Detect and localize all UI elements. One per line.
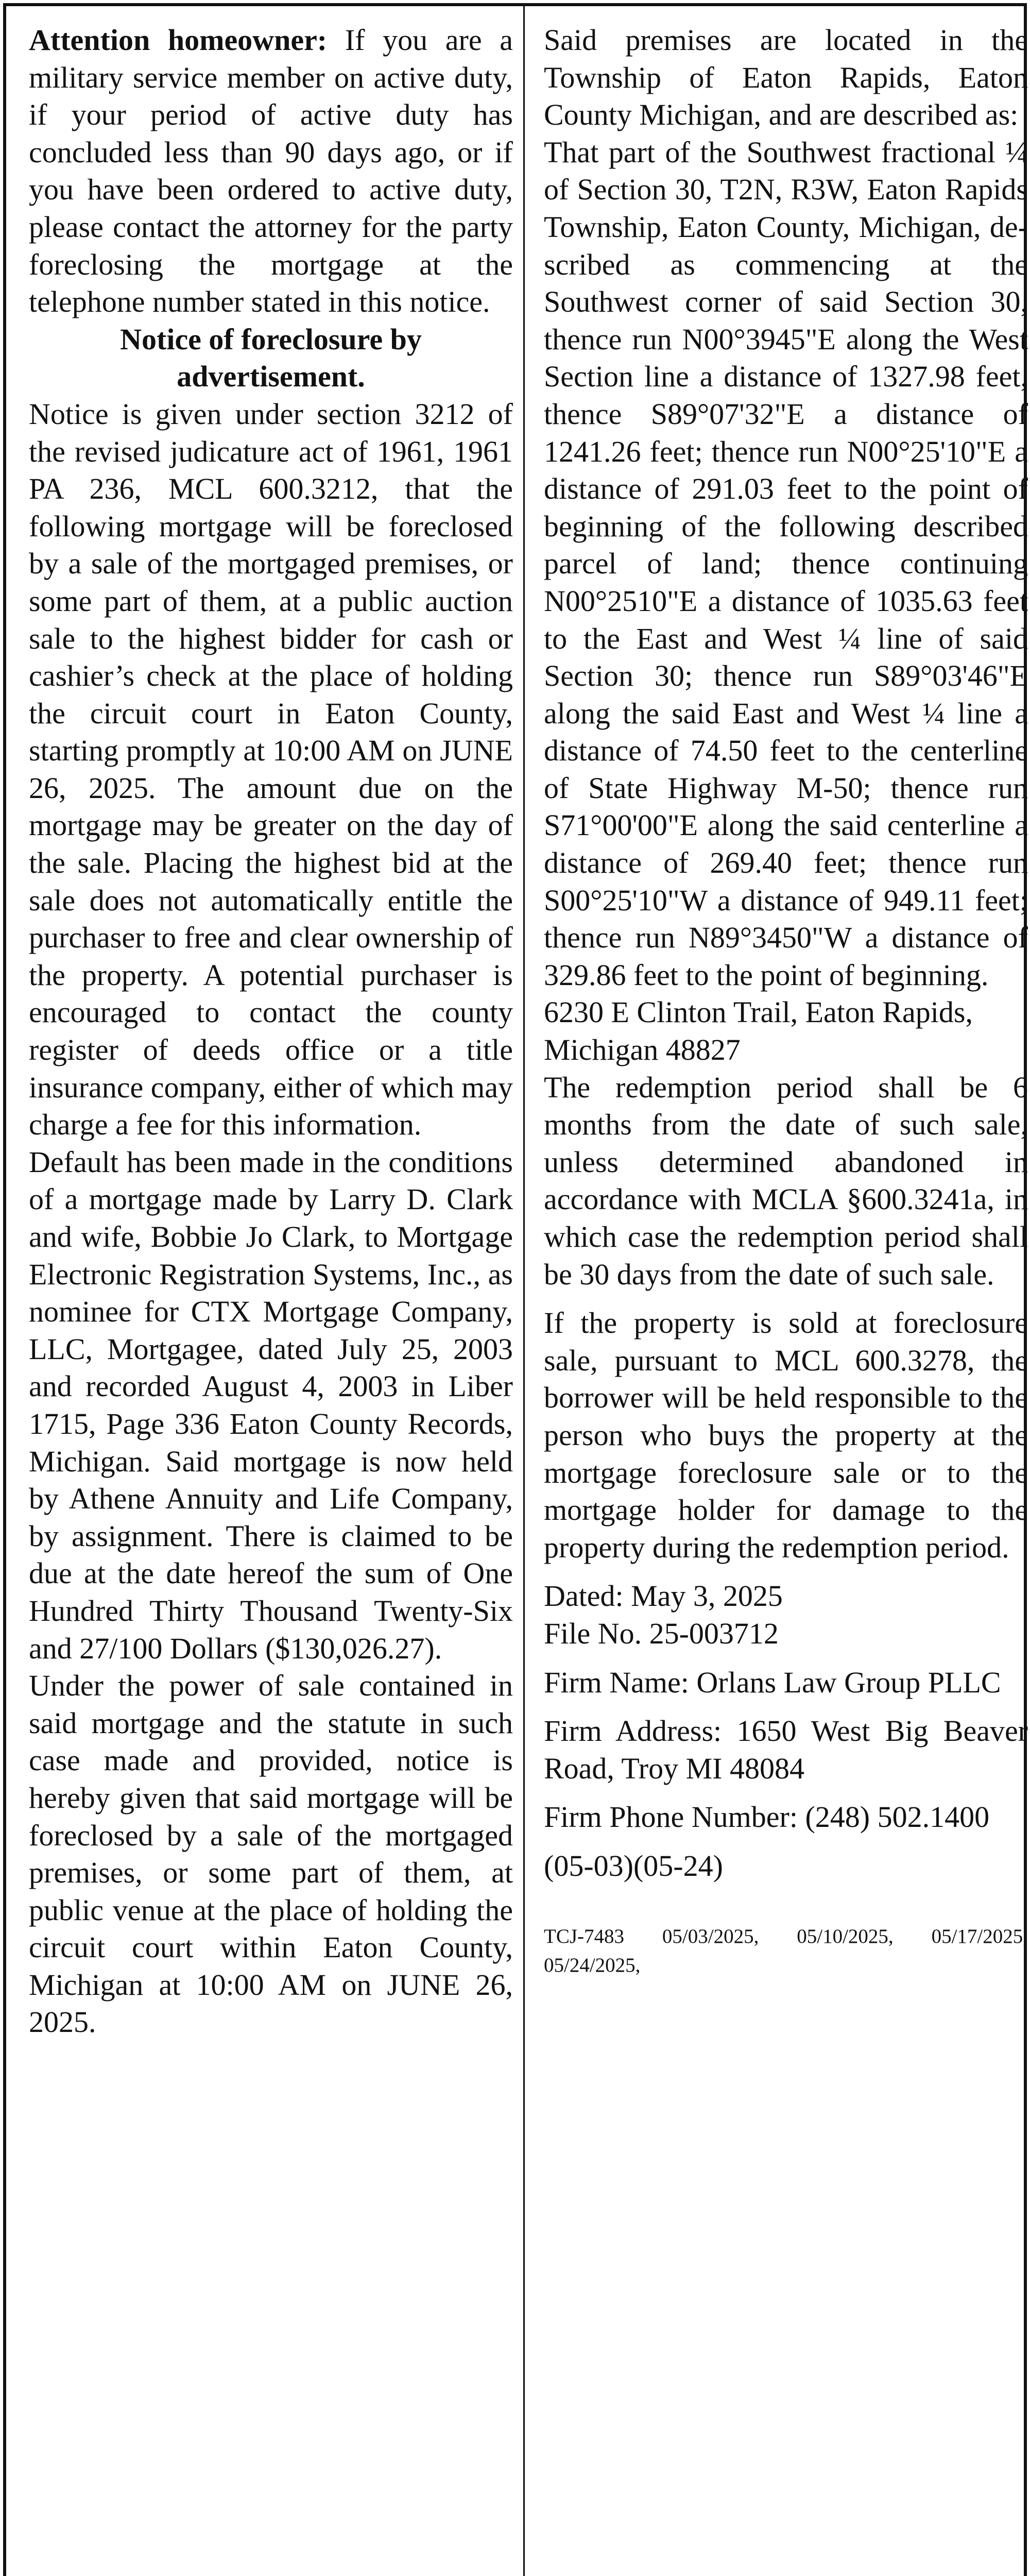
redemption-period-paragraph: The redemption period shall be 6 months from the date of such sale, unless determined abandoned in accordance with MCLA §600.3241a, in which case the redemption period shall be 30 days from the date of such sale.: [544, 1070, 1028, 1291]
column-divider: [523, 6, 525, 2576]
attention-paragraph: [29, 22, 513, 321]
left-column: [29, 22, 513, 2041]
attention-lead: Attention homeowner:: [29, 23, 328, 57]
premises-location-paragraph: Said premises are located in the Township of Eaton Rapids, Eaton County Michigan, and are described as:: [544, 23, 1028, 132]
property-address: 6230 E Clinton Trail, Eaton Rapids, Michigan 48827: [544, 995, 973, 1067]
sale-notice-paragraph: Notice is given under section 3212 of the revised judicature act of 1961, 1961 PA 236, MCL 600.3212, that the following mortgage will be foreclosed by a sale of the mortgaged premises, or some part of them, at a public auction sale to the highest bidder for cash or cashier’s check at the place of holding the circuit court in Eaton County, starting promptly at 10:00 AM on JUNE 26, 2025. The amount due on the mortgage may be greater on the day of the sale. Placing the highest bid at the sale does not automatically entitle the purchaser to free and clear ownership of the property. A potential purchaser is encouraged to contact the county register of deeds office or a title insurance company, either of which may charge a fee for this information.: [29, 397, 513, 1142]
foreclosure-notice: [3, 3, 1027, 2576]
file-number: File No. 25-003712: [544, 1616, 779, 1650]
attention-text: If you are a military service member on active duty, if your period of active duty has concluded less than 90 days ago, or if you have been ordered to active duty, please contact the attorney for the party foreclosing the mortgage at the telephone number stated in this notice.: [29, 23, 513, 319]
damage-liability-paragraph: If the property is sold at foreclosure sale, pursuant to MCL 600.3278, the borrower will be held responsible to the person who buys the property at the mortgage foreclosure sale or to the mortgage holder for damage to the property during the redemption period.: [544, 1306, 1028, 1564]
firm-phone: Firm Phone Number: (248) 502.1400: [544, 1800, 990, 1834]
run-code: (05-03)(05-24): [544, 1849, 723, 1883]
publication-dates: TCJ-7483 05/03/2025, 05/10/2025, 05/17/2025, 05/24/2025,: [544, 1925, 1028, 1976]
firm-name: Firm Name: Orlans Law Group PLLC: [544, 1665, 1001, 1699]
default-paragraph: Default has been made in the conditions of a mortgage made by Larry D. Clark and wife, Bobbie Jo Clark, to Mortgage Electronic Registration Systems, Inc., as nominee for CTX Mortgage Company, LLC, Mortgagee, dated July 25, 2003 and recorded August 4, 2003 in Liber 1715, Page 336 Eaton County Records, Michigan. Said mortgage is now held by Athene Annuity and Life Company, by assignment. There is claimed to be due at the date hereof the sum of One Hundred Thirty Thousand Twenty-Six and 27/100 Dollars ($130,026.27).: [29, 1145, 513, 1665]
power-of-sale-paragraph: Under the power of sale contained in said mortgage and the statute in such case made and provided, notice is hereby given that said mortgage will be foreclosed by a sale of the mortgaged premises, or some part of them, at public venue at the place of holding the circuit court within Eaton County, Michigan at 10:00 AM on JUNE 26, 2025.: [29, 1669, 513, 2039]
legal-description-paragraph: That part of the Southwest fractional ¼ of Section 30, T2N, R3W, Eaton Rapids Township, Eaton County, Michigan, described as commencing at the Southwest corner of said Section 30, thence run N00°3945"E along the West Section line a distance of 1327.98 feet, thence S89°07'32"E a distance of 1241.26 feet; thence run N00°25'10"E a distance of 291.03 feet to the point of beginning of the following described parcel of land; thence continuing N00°2510"E a distance of 1035.63 feet to the East and West ¼ line of said Section 30; thence run S89°03'46"E along the said East and West ¼ line a distance of 74.50 feet to the centerline of State Highway M-50; thence run S71°00'00"E along the said centerline a distance of 269.40 feet; thence run S00°25'10"W a distance of 949.11 feet; thence run N89°3450"W a distance of 329.86 feet to the point of beginning.: [544, 135, 1028, 992]
notice-heading: Notice of foreclosure by advertisement.: [120, 322, 422, 394]
dated-line: Dated: May 3, 2025: [544, 1579, 783, 1613]
right-column: [544, 22, 1028, 1980]
firm-address: Firm Address: 1650 West Big Beaver Road, Troy MI 48084: [544, 1714, 1028, 1785]
